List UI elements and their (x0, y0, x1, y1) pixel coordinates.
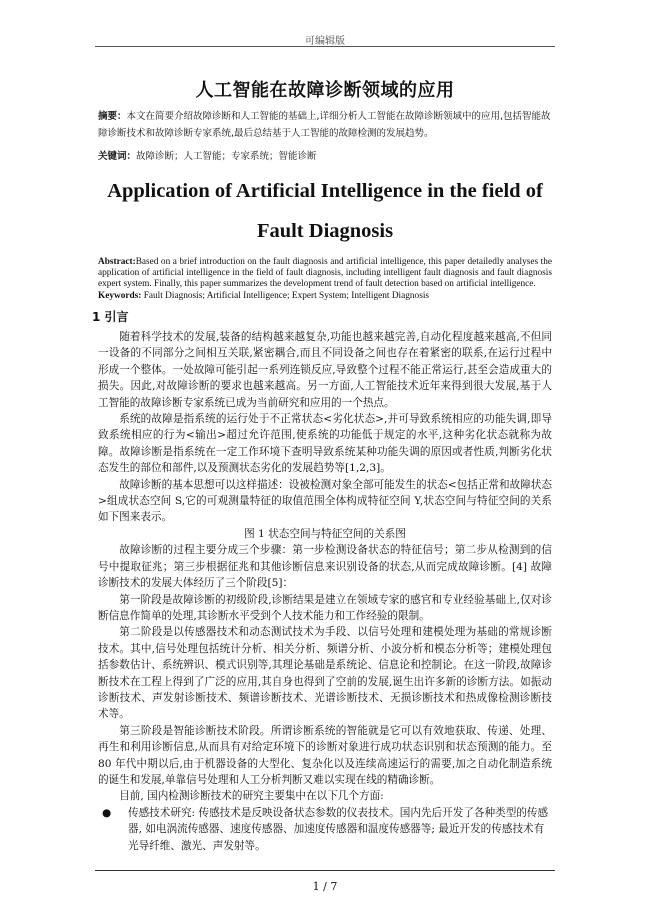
title-english: Application of Artificial Intelligence in the field of Fault Diagnosis (107, 180, 543, 242)
keywords-chinese (98, 148, 552, 165)
title-chinese: 人工智能在故障诊断领域的应用 (195, 80, 455, 101)
bullet-icon: ● (102, 806, 112, 819)
header-rule (95, 46, 555, 47)
keywords-chinese-text: 故障诊断；人工智能；专家系统；智能诊断 (136, 151, 317, 162)
body-paragraph: 第二阶段是以传感器技术和动态测试技术为手段、以信号处理和建模处理为基础的常规诊断技术。其中,信号处理包括统计分析、相关分析、频谱分析、小波分析和模态分析等；建模处理包括参数估计、系统辨识、模式识别等,其理论基础是系统论、信息论和控制论。在这一阶段,故障诊断技术在工程上得到了广泛的应用,其自身也得到了空前的发展,诞生出许多新的诊断方法。如振动诊断技术、声发射诊断技术、频谱诊断技术、光谱诊断技术、无损诊断技术和热成像检测诊断技术等。 (98, 626, 552, 721)
figure-caption: 图 1 状态空间与特征空间的关系图 (244, 527, 406, 540)
body-paragraph: 故障诊断的过程主要分成三个步骤：第一步检测设备状态的特征信号；第二步从检测到的信号中提取征兆；第三步根据征兆和其他诊断信息来识别设备的状态,从而完成故障诊断。[4] 故障诊断技术的发展大体经历了三个阶段[5]： (98, 544, 552, 590)
abstract-chinese-label: 摘要： (98, 111, 127, 122)
body-paragraph: 目前, 国内检测诊断技术的研究主要集中在以下几个方面: (119, 790, 384, 803)
page-body (92, 76, 552, 854)
keywords-english-label: Keywords: (98, 291, 142, 301)
keywords-english-text: Fault Diagnosis; Artificial Intelligence; Expert System; Intelligent Diagnosis (141, 291, 430, 301)
section-heading-introduction: 1 引言 (92, 310, 129, 324)
body-paragraph: 第一阶段是故障诊断的初级阶段,诊断结果是建立在领域专家的感官和专业经验基础上,仅对诊断信息作简单的处理,其诊断水平受到个人技术能力和工作经验的限制。 (98, 593, 552, 622)
bullet-item (98, 805, 552, 854)
keywords-english (98, 291, 552, 302)
abstract-english-label: Abstract: (98, 257, 136, 267)
footer-rule (95, 870, 555, 871)
body-paragraph: 第三阶段是智能诊断技术阶段。所谓诊断系统的智能就是它可以有效地获取、传递、处理、再生和利用诊断信息,从而具有对给定环境下的诊断对象进行成功状态识别和状态预测的能力。至 80 年代中期以后,由于机器设备的大型化、复杂化以及连续高速运行的需要,加之自动化制造系统的诞生和发展,单靠信号处理和人工分析判断又难以实现在线的精确诊断。 (98, 724, 552, 786)
keywords-chinese-label: 关键词： (98, 151, 137, 162)
body-paragraph: 系统的故障是指系统的运行处于不正常状态<劣化状态>,并可导致系统相应的功能失调,即导致系统相应的行为<输出>超过允许范围,使系统的功能低于规定的水平,这种劣化状态就称为故障。故障诊断是指系统在一定工作环境下查明导致系统某种功能失调的原因或者性质,判断劣化状态发生的部位和部件,以及预测状态劣化的发展趋势等[1,2,3]。 (98, 413, 552, 475)
body-paragraph: 故障诊断的基本思想可以这样描述：设被检测对象全部可能发生的状态<包括正常和故障状态>组成状态空间 S,它的可观测量特征的取值范围全体构成特征空间 Y,状态空间与特征空间的关系如下图来表示。 (98, 478, 552, 524)
abstract-english-text: Based on a brief introduction on the fault diagnosis and artificial intelligence, this paper detailedly analyses the application of artificial intelligence in the field of fault diagnosis, including intelligent fault diagnosis and fault diagnosis expert system. Finally, this paper summarizes the development trend of fault detection based on artificial intelligence. (98, 257, 552, 289)
abstract-english (98, 257, 552, 290)
abstract-chinese-text: 本文在简要介绍故障诊断和人工智能的基础上,详细分析人工智能在故障诊断领域中的应用,包括智能故障诊断技术和故障诊断专家系统,最后总结基于人工智能的故障检测的发展趋势。 (98, 111, 551, 139)
body-paragraph: 随着科学技术的发展,装备的结构越来越复杂,功能也越来越完善,自动化程度越来越高,不但同一设备的不同部分之间相互关联,紧密耦合,而且不同设备之间也存在着紧密的联系,在运行过程中形成一个整体。一处故障可能引起一系列连锁反应,导致整个过程不能正常运行,甚至会造成重大的损失。因此,对故障诊断的要求也越来越高。另一方面,人工智能技术近年来得到很大发展,基于人工智能的故障诊断专家系统已成为当前研究和应用的一个热点。 (98, 331, 552, 409)
page-number: 1 / 7 (312, 880, 338, 893)
bullet-text: 传感技术研究: 传感技术是反映设备状态参数的仪表技术。国内先后开发了各种类型的传感器, 如电涡流传感器、速度传感器、加速度传感器和温度传感器等; 最近开发的传感技术有光导纤维、激光、声发射等。 (128, 806, 549, 852)
page-header: 可编辑版 (305, 36, 345, 47)
abstract-chinese (98, 108, 552, 142)
